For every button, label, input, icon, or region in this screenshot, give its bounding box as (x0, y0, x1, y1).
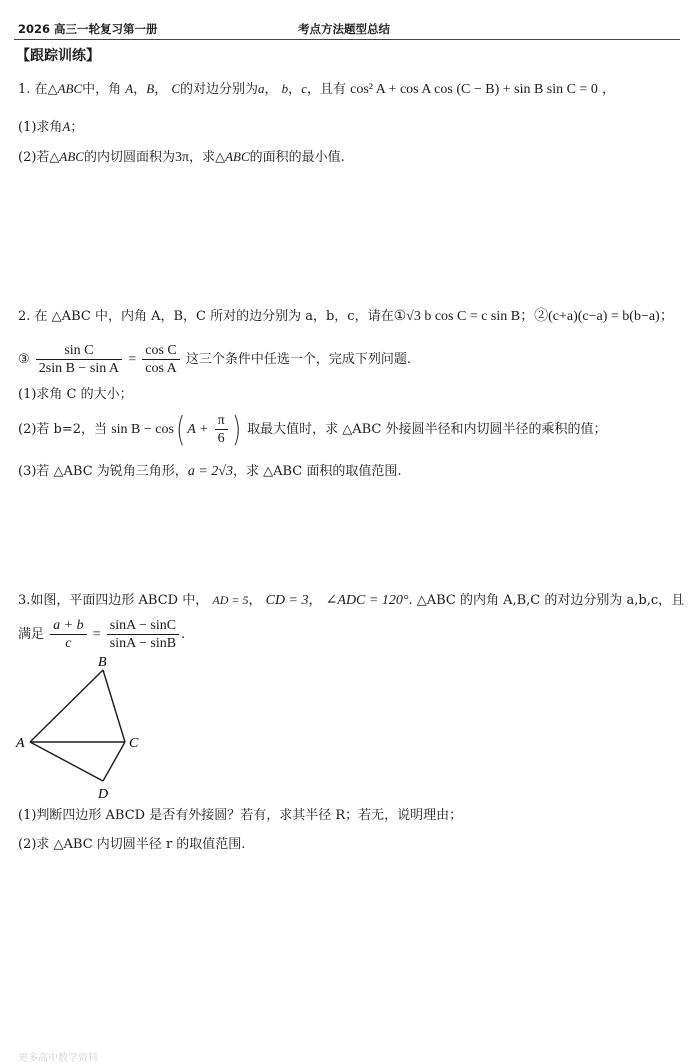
header-rule (14, 39, 680, 40)
q2-part2: (2)若 b=2，当 sin B − cos( A + $\frac{\pi}{6}$ ) 取最大值时，求 △ABC 外接圆半径和内切圆半径的乘积的值； (18, 409, 607, 450)
q3-part1: (1)判断四边形 ABCD 是否有外接圆？若有，求其半径 R；若无，说明理由； (18, 808, 463, 823)
q2-fraction-1: $\frac{\text{sin C}}{\text{2sin B − sin A}}$ (36, 342, 122, 377)
header-center: 考点方法题型总结 (298, 22, 390, 36)
q2-pi-over-6: $\frac{\pi}{6}$ (215, 412, 228, 447)
q3-fraction-2: $\frac{\sin A - \sin C}{\sin A - \sin B}$ (107, 617, 179, 652)
quadrilateral-figure (0, 650, 200, 805)
label-d: D (98, 787, 109, 802)
q3-condition: 满足 $\frac{a + b}{c}$ = $\frac{\sin A - \sin C}{\sin A - \sin B}$ . (18, 618, 186, 651)
header-left: 2026 高三一轮复习第一册 (18, 22, 158, 36)
label-b: B (98, 655, 107, 670)
q2-part1: (1)求角 C 的大小； (18, 387, 133, 402)
footer-text: 更多高中数学资料 (18, 1053, 98, 1064)
q1-part2: (2)若△ABC的内切圆面积为3π，求△ABC的面积的最小值. (18, 149, 345, 165)
q1-equation: cos² A + cos A cos (C − B) + sin B sin C = 0 (350, 82, 598, 97)
q1-stem: 1. 在△ABC中，角 A，B， C的对边分别为a， b，c，且有 cos² A + cos A cos (C − B) + sin B sin C = 0 ， (18, 81, 616, 97)
q2-part3: (3)若 △ABC 为锐角三角形，a = 2√3，求 △ABC 面积的取值范围. (18, 464, 402, 479)
edge-dc (103, 742, 125, 781)
edge-ab (30, 670, 103, 742)
q2-fraction-2: $\frac{\text{cos C}}{\text{cos A}}$ (142, 342, 180, 377)
q2-stem: 2. 在 △ABC 中，内角 A，B，C 所对的边分别为 a，b，c，请在①√3 b cos C = c sin B；②(c+a)(c−a) = b(b−a)； (18, 309, 674, 324)
edge-ad (30, 742, 103, 781)
label-c: C (129, 736, 139, 751)
edge-bc (103, 670, 125, 742)
q3-stem: 3.如图，平面四边形 ABCD 中， AD = 5， CD = 3， ∠ADC = 120°. △ABC 的内角 A,B,C 的对边分别为 a,b,c，且 (18, 593, 685, 608)
q3-fraction-1: $\frac{a + b}{c}$ (50, 617, 86, 652)
label-a: A (16, 736, 25, 751)
q1-part1: (1)求角A； (18, 119, 84, 135)
section-title: 【跟踪训练】 (16, 48, 100, 64)
q2-condition-3: ③ $\frac{\text{sin C}}{\text{2sin B − sin A}}$ = $\frac{\text{cos C}}{\text{cos A}}$ 这三个条件中任选一个，完成下列问题. (18, 343, 412, 376)
q2-conditions-1-2: ①√3 b cos C = c sin B；②(c+a)(c−a) = b(b−a)； (393, 309, 674, 324)
q3-part2: (2)求 △ABC 内切圆半径 r 的取值范围. (18, 837, 246, 852)
